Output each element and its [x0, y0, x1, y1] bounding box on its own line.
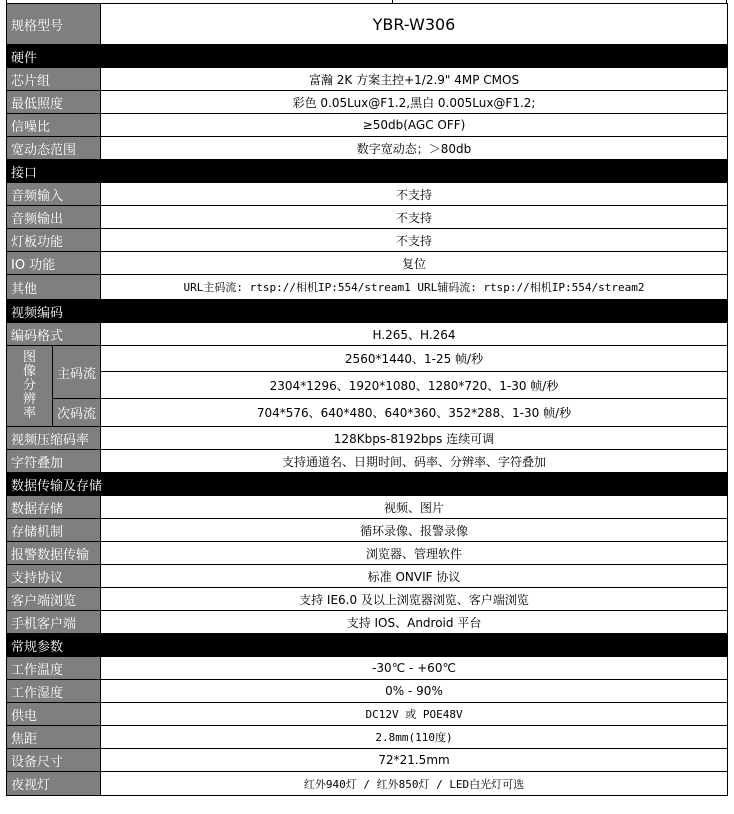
spec-value: 浏览器、管理软件	[101, 542, 728, 565]
spec-value: 支持 IE6.0 及以上浏览器浏览、客户端浏览	[101, 588, 728, 611]
section-title: 数据传输及存储	[7, 473, 728, 496]
spec-value: URL主码流: rtsp://相机IP:554/stream1 URL辅码流: rtsp://相机IP:554/stream2	[101, 275, 728, 300]
spec-row	[7, 657, 728, 680]
spec-value: 不支持	[101, 183, 728, 206]
spec-label: 字符叠加	[7, 450, 101, 473]
spec-label: 支持协议	[7, 565, 101, 588]
spec-row	[7, 399, 728, 427]
spec-value: 彩色 0.05Lux@F1.2,黑白 0.005Lux@F1.2;	[101, 91, 728, 114]
spec-row	[7, 496, 728, 519]
spec-label: 设备尺寸	[7, 749, 101, 772]
spec-row	[7, 229, 728, 252]
spec-value: 支持 IOS、Android 平台	[101, 611, 728, 634]
spec-row	[7, 772, 728, 796]
spec-row	[7, 611, 728, 634]
main-stream-value-2: 2304*1296、1920*1080、1280*720、1-30 帧/秒	[101, 372, 728, 399]
spec-row	[7, 542, 728, 565]
section-hardware	[7, 45, 728, 68]
spec-value: 128Kbps-8192bps 连续可调	[101, 427, 728, 450]
spec-row	[7, 565, 728, 588]
spec-label: 音频输入	[7, 183, 101, 206]
spec-value: 视频、图片	[101, 496, 728, 519]
spec-row	[7, 346, 728, 372]
spec-label: 视频压缩码率	[7, 427, 101, 450]
spec-row	[7, 703, 728, 726]
spec-label: 芯片组	[7, 68, 101, 91]
section-title: 视频编码	[7, 300, 728, 323]
section-title: 常规参数	[7, 634, 728, 657]
spec-value: 不支持	[101, 206, 728, 229]
spec-label: 宽动态范围	[7, 137, 101, 160]
spec-row	[7, 323, 728, 346]
spec-value: 红外940灯 / 红外850灯 / LED白光灯可选	[101, 772, 728, 796]
model-label: 规格型号	[7, 4, 101, 45]
spec-row	[7, 68, 728, 91]
top-border-strip	[6, 0, 727, 3]
spec-row	[7, 726, 728, 749]
spec-row	[7, 183, 728, 206]
spec-value: 不支持	[101, 229, 728, 252]
spec-value: H.265、H.264	[101, 323, 728, 346]
section-interface	[7, 160, 728, 183]
spec-label: 手机客户端	[7, 611, 101, 634]
spec-value: 循环录像、报警录像	[101, 519, 728, 542]
main-stream-value-1: 2560*1440、1-25 帧/秒	[101, 346, 728, 372]
main-stream-label: 主码流	[53, 346, 101, 399]
spec-label: 客户端浏览	[7, 588, 101, 611]
model-row	[7, 4, 728, 45]
section-title: 硬件	[7, 45, 728, 68]
spec-label: 最低照度	[7, 91, 101, 114]
spec-label: 信噪比	[7, 114, 101, 137]
spec-row	[7, 519, 728, 542]
section-storage	[7, 473, 728, 496]
spec-row	[7, 275, 728, 300]
spec-value: DC12V 或 POE48V	[101, 703, 728, 726]
sub-stream-label: 次码流	[53, 399, 101, 427]
spec-label: IO 功能	[7, 252, 101, 275]
spec-label: 其他	[7, 275, 101, 300]
resolution-label: 图 像 分 辨 率	[7, 346, 53, 427]
spec-row	[7, 114, 728, 137]
spec-value: 富瀚 2K 方案主控+1/2.9" 4MP CMOS	[101, 68, 728, 91]
spec-label: 工作湿度	[7, 680, 101, 703]
spec-row	[7, 137, 728, 160]
sub-stream-value: 704*576、640*480、640*360、352*288、1-30 帧/秒	[101, 399, 728, 427]
spec-label: 报警数据传输	[7, 542, 101, 565]
spec-value: 复位	[101, 252, 728, 275]
spec-value: 标准 ONVIF 协议	[101, 565, 728, 588]
spec-value: 支持通道名、日期时间、码率、分辨率、字符叠加	[101, 450, 728, 473]
spec-value: 2.8mm(110度)	[101, 726, 728, 749]
spec-row	[7, 749, 728, 772]
spec-label: 数据存储	[7, 496, 101, 519]
spec-sheet	[6, 0, 727, 796]
spec-row	[7, 680, 728, 703]
spec-row	[7, 427, 728, 450]
spec-row	[7, 91, 728, 114]
model-value: YBR-W306	[101, 4, 728, 45]
spec-row	[7, 588, 728, 611]
spec-table	[6, 3, 728, 796]
spec-value: 数字宽动态；＞80db	[101, 137, 728, 160]
spec-row	[7, 206, 728, 229]
spec-label: 编码格式	[7, 323, 101, 346]
spec-label: 音频输出	[7, 206, 101, 229]
spec-label: 夜视灯	[7, 772, 101, 796]
section-title: 接口	[7, 160, 728, 183]
section-general	[7, 634, 728, 657]
spec-row	[7, 372, 728, 399]
spec-label: 存储机制	[7, 519, 101, 542]
spec-value: 0% - 90%	[101, 680, 728, 703]
section-video	[7, 300, 728, 323]
spec-label: 工作温度	[7, 657, 101, 680]
spec-row	[7, 252, 728, 275]
spec-label: 焦距	[7, 726, 101, 749]
spec-label: 供电	[7, 703, 101, 726]
spec-value: -30℃ - +60℃	[101, 657, 728, 680]
spec-row	[7, 450, 728, 473]
spec-label: 灯板功能	[7, 229, 101, 252]
spec-value: ≥50db(AGC OFF)	[101, 114, 728, 137]
spec-value: 72*21.5mm	[101, 749, 728, 772]
